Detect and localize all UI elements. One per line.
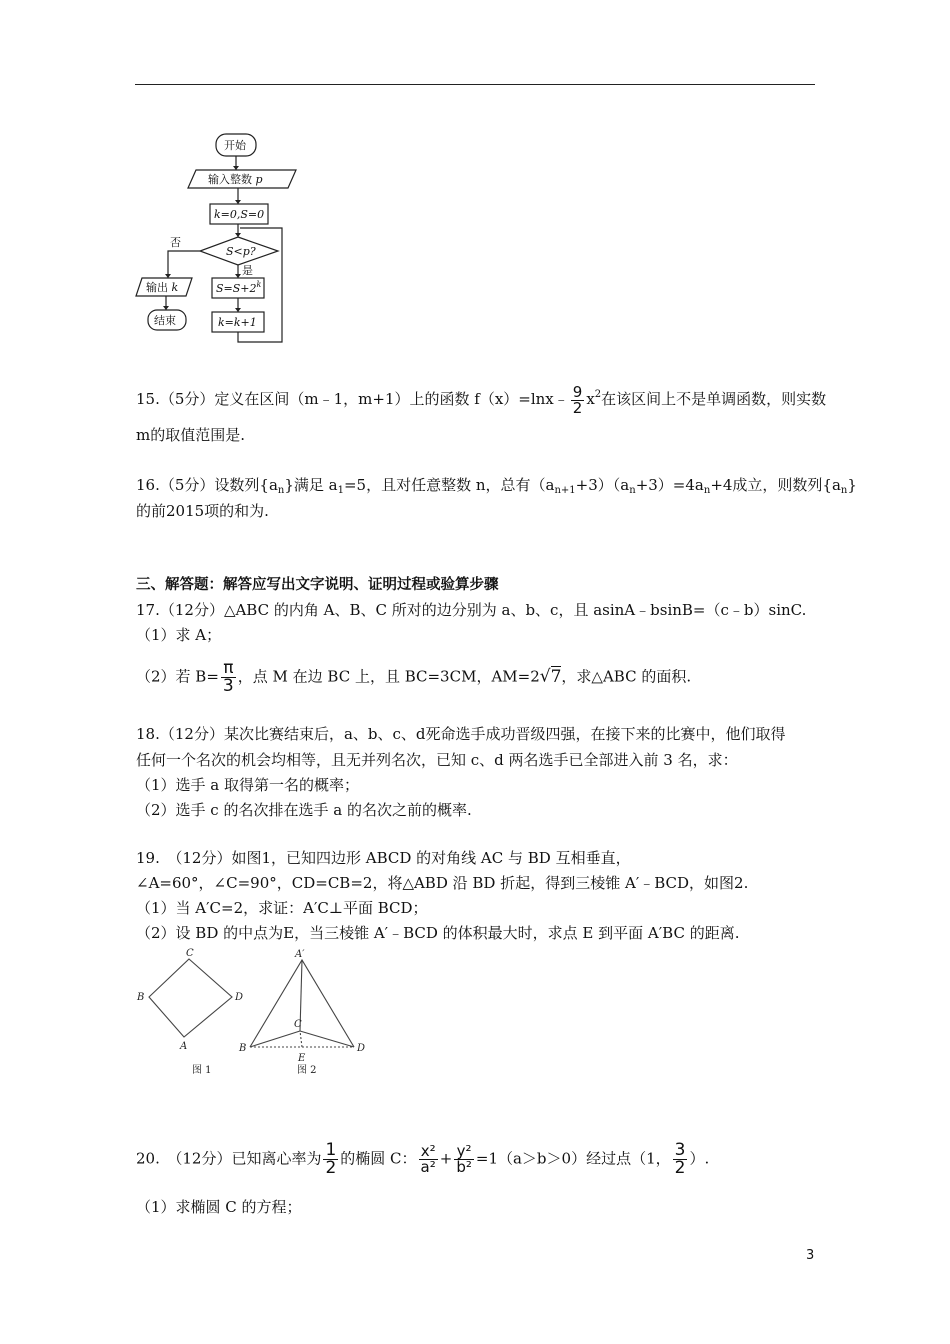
- q19-line1: 19. （12分）如图1，已知四边形 ABCD 的对角线 AC 与 BD 互相垂直，: [136, 849, 631, 867]
- fig2-label-a: A′: [295, 949, 305, 960]
- fig1-label-a: A: [180, 1041, 188, 1052]
- q16-t2: }满足 a: [284, 476, 338, 494]
- q16-line2: 的前2015项的和为.: [136, 502, 269, 520]
- page-number: 3: [806, 1248, 815, 1263]
- q16-t7: }: [847, 476, 857, 494]
- q20-text-2: 的椭圆 C：: [340, 1149, 417, 1168]
- q16-s2: 1: [337, 485, 344, 496]
- fig2-label-d: D: [357, 1043, 366, 1054]
- fig1-caption: 图 1: [192, 1065, 212, 1075]
- q17-frac-num: π: [221, 660, 236, 678]
- q16-t5: +3）=4a: [635, 476, 704, 494]
- q17-text-b: ，点 M 在边 BC 上，且 BC=3CM，AM=2: [237, 667, 540, 686]
- fig1-label-c: C: [186, 948, 194, 959]
- fig2-caption: 图 2: [297, 1065, 317, 1075]
- q20-plus: +: [439, 1149, 453, 1168]
- flow-cond-label: S<p?: [226, 245, 256, 258]
- q16-s5: n: [703, 485, 711, 496]
- q17-sqrt-val: 7: [550, 666, 562, 687]
- q16-t6: +4成立，则数列{a: [710, 476, 841, 494]
- q16-s3: n+1: [554, 485, 576, 496]
- flow-input-label: 输入整数 p: [208, 173, 263, 186]
- q17-line2: （1）求 A；: [136, 626, 222, 644]
- q20-text-1: 20. （12分）已知离心率为: [136, 1149, 322, 1168]
- q18-line3: （1）选手 a 取得第一名的概率；: [136, 776, 360, 794]
- q20-text-3: =1（a＞b＞0）经过点（1，: [475, 1149, 671, 1168]
- header-rule: [135, 84, 815, 85]
- q20-y-num: y²: [454, 1144, 474, 1160]
- flow-step1-label: $S=S+2^k$: [216, 280, 262, 295]
- section-heading: 三、解答题：解答应写出文字说明、证明过程或验算步骤: [136, 577, 499, 593]
- q17-text-a: （2）若 B=: [136, 667, 219, 686]
- q19-line4: （2）设 BD 的中点为E，当三棱锥 A′﹣BCD 的体积最大时，求点 E 到平面 A′BC 的距离.: [136, 924, 740, 942]
- q20-text-4: ）.: [689, 1149, 710, 1168]
- q18-line2: 任何一个名次的机会均相等，且无并列名次，已知 c、d 两名选手已全部进入前 3 名，求：: [136, 751, 738, 769]
- flow-start-label: 开始: [224, 139, 246, 152]
- q20-y-den: b²: [456, 1158, 472, 1176]
- q15-frac-den: 2: [572, 398, 583, 417]
- q17-sqrt: √7: [539, 666, 562, 687]
- q19-line2: ∠A=60°，∠C=90°，CD=CB=2，将△ABD 沿 BD 折起，得到三棱锥 A′﹣BCD，如图2.: [136, 874, 749, 892]
- q17-line1: 17.（12分）△ABC 的内角 A、B、C 所对的边分别为 a、b、c，且 asinA﹣bsinB=（c﹣b）sinC.: [136, 601, 807, 619]
- fig1-label-b: B: [137, 992, 145, 1003]
- q16-s6: n: [840, 485, 848, 496]
- q15-var-x: x: [586, 390, 595, 408]
- q17-text-c: ，求△ABC 的面积.: [561, 667, 692, 686]
- q20-line1: [136, 1142, 709, 1177]
- q16-t3: =5，且对任意整数 n，总有（a: [343, 476, 555, 494]
- fig1-label-d: D: [235, 992, 244, 1003]
- fig2-label-c: C: [294, 1019, 302, 1030]
- q20-line2: （1）求椭圆 C 的方程；: [136, 1198, 302, 1216]
- q20-x-num: x²: [419, 1144, 438, 1160]
- flow-no-label: 否: [170, 236, 181, 249]
- q20-ecc-frac: [323, 1142, 338, 1177]
- q17-frac-den: 3: [222, 676, 234, 696]
- q19-line3: （1）当 A′C=2，求证：A′C⊥平面 BCD；: [136, 899, 428, 917]
- q19-figures: [132, 945, 372, 1075]
- flow-step2-label: k=k+1: [218, 316, 257, 329]
- flow-yes-label: 是: [242, 264, 253, 277]
- q16-s4: n: [629, 485, 636, 496]
- fig2-label-b: B: [239, 1043, 247, 1054]
- q20-pt-num: 3: [674, 1140, 686, 1160]
- q20-x-den: a²: [420, 1158, 436, 1176]
- q15-line1: [136, 384, 826, 416]
- q20-x-frac: [419, 1144, 438, 1175]
- q17-line3: [136, 660, 691, 695]
- q20-pt-den: 2: [674, 1158, 686, 1178]
- q20-point-frac: [673, 1142, 688, 1177]
- q20-ecc-num: 1: [325, 1140, 337, 1160]
- fig2-label-e: E: [298, 1053, 306, 1064]
- q17-fraction: [221, 660, 236, 695]
- q18-line1: 18.（12分）某次比赛结束后，a、b、c、d死命选手成功晋级四强，在接下来的比赛中，他们取得: [136, 725, 786, 743]
- q15-fraction: [571, 382, 585, 417]
- q16-line1: [136, 474, 857, 502]
- q15-exp: 2: [594, 389, 602, 400]
- q15-frac-num: 9: [572, 382, 583, 401]
- q18-line4: （2）选手 c 的名次排在选手 a 的名次之前的概率.: [136, 801, 472, 819]
- q15-text-c: 在该区间上不是单调函数，则实数: [601, 390, 827, 408]
- flowchart-figure: [130, 128, 300, 346]
- flow-output-label: 输出 k: [146, 281, 179, 294]
- q16-t1: 16.（5分）设数列{a: [136, 476, 278, 494]
- q15-line2: m的取值范围是.: [136, 426, 245, 444]
- flow-init-label: k=0,S=0: [214, 208, 265, 221]
- q15-text-a: 15.（5分）定义在区间（m﹣1，m+1）上的函数 f（x）=lnx﹣: [136, 390, 569, 408]
- flow-end-label: 结束: [154, 314, 176, 327]
- q16-t4: +3）（a: [575, 476, 630, 494]
- q20-ecc-den: 2: [325, 1158, 337, 1178]
- fig1-quad: [149, 959, 232, 1037]
- q20-y-frac: [454, 1144, 474, 1175]
- q16-s1: n: [277, 485, 285, 496]
